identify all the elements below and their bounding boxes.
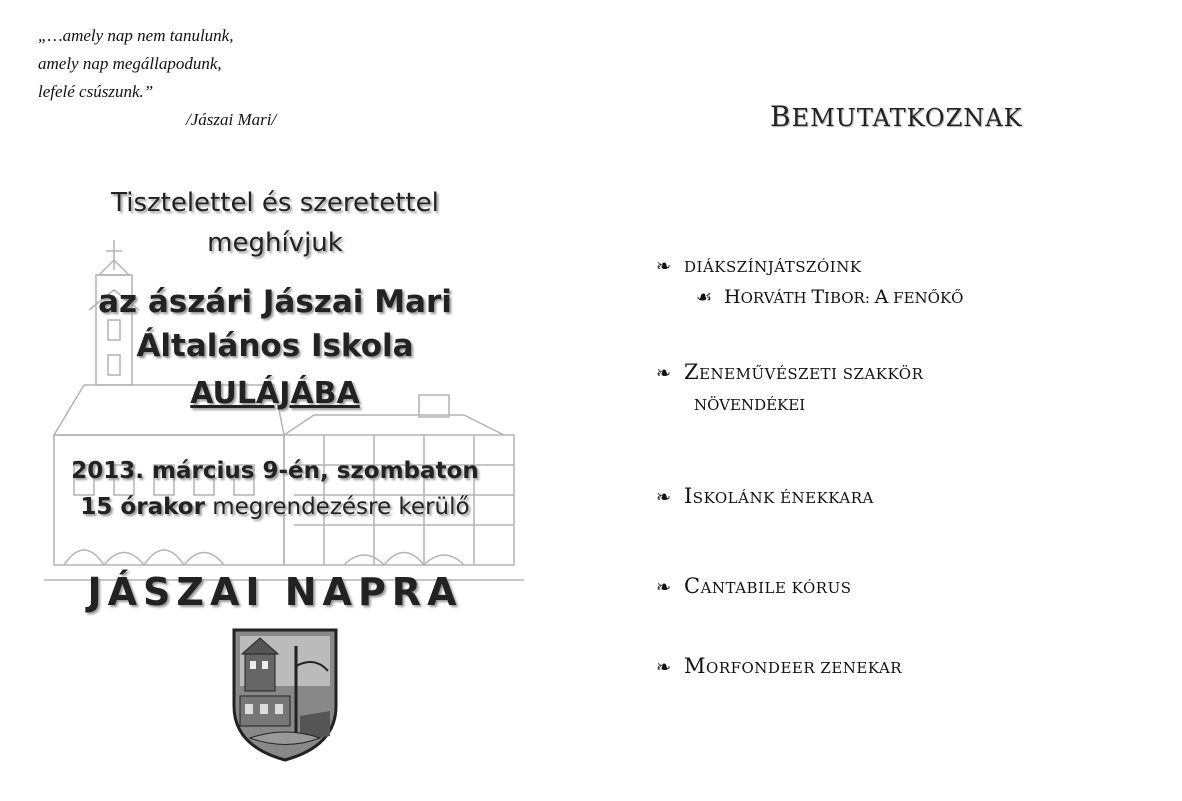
time-line bbox=[40, 494, 510, 520]
program-item-3: ❧ ISKOLÁNK ÉNEKKARA bbox=[656, 484, 874, 508]
reversed-fleuron-icon: ☙ bbox=[696, 287, 713, 308]
fleuron-icon: ❧ bbox=[656, 577, 672, 598]
motto-quote bbox=[38, 22, 277, 129]
fleuron-icon: ❧ bbox=[656, 256, 672, 277]
quote-line-1: „…amely nap nem tanulunk, bbox=[38, 26, 234, 45]
fleuron-icon: ❧ bbox=[656, 657, 672, 678]
invitation-line-1: Tisztelettel és szeretettel bbox=[111, 188, 439, 218]
quote-author: /Jászai Mari/ bbox=[186, 110, 277, 129]
school-name-line-1: az ászári Jászai Mari bbox=[98, 284, 452, 320]
fleuron-icon: ❧ bbox=[656, 363, 672, 384]
program-title: BEMUTATKOZNAK bbox=[770, 100, 1023, 133]
date-line: 2013. március 9-én, szombaton bbox=[71, 458, 479, 484]
invitation-line-2: meghívjuk bbox=[207, 228, 343, 258]
time-rest: megrendezésre kerülő bbox=[204, 494, 470, 520]
program-item-2: ❧ ZENEMŰVÉSZETI SZAKKÖR bbox=[656, 360, 924, 384]
program-subitem-2: NÖVENDÉKEI bbox=[694, 396, 806, 414]
quote-line-3: lefelé csúszunk.” bbox=[38, 82, 154, 101]
program-subitem-1: ☙ HORVÁTH TIBOR: A FENŐKŐ bbox=[696, 286, 964, 308]
venue-line: AULÁJÁBA bbox=[190, 376, 360, 411]
event-title: JÁSZAI NAPRA bbox=[87, 570, 463, 614]
program-item-5: ❧ MORFONDEER ZENEKAR bbox=[656, 654, 903, 678]
program-item-1: ❧ DIÁKSZÍNJÁTSZÓINK bbox=[656, 256, 862, 277]
quote-line-2: amely nap megállapodunk, bbox=[38, 54, 222, 73]
coat-of-arms-emblem bbox=[230, 626, 340, 764]
program-item-4: ❧ CANTABILE KÓRUS bbox=[656, 574, 852, 598]
school-name-line-2: Általános Iskola bbox=[136, 328, 414, 364]
time-bold: 15 órakor bbox=[80, 494, 205, 520]
fleuron-icon: ❧ bbox=[656, 487, 672, 508]
